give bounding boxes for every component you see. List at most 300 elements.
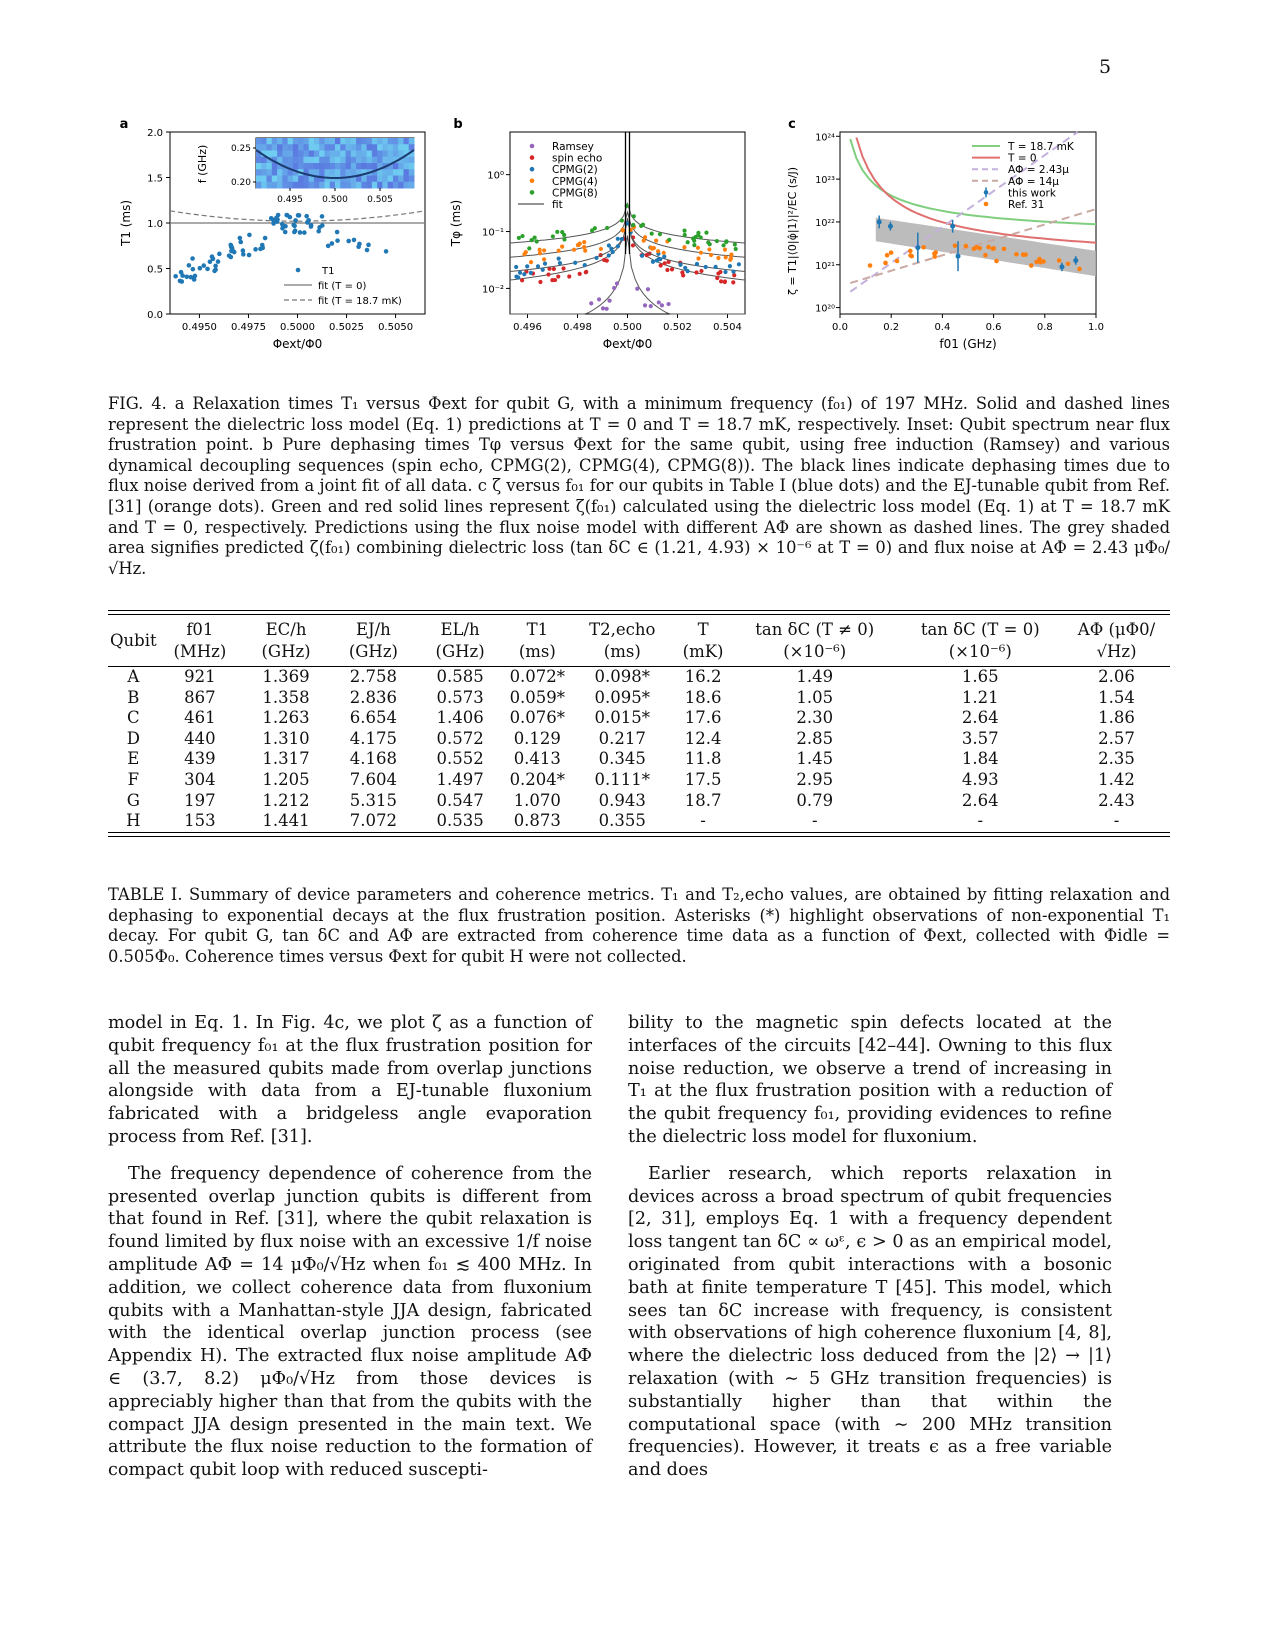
data-point-T1 <box>293 218 298 223</box>
table-cell: 0.413 <box>513 749 561 769</box>
data-point-Tphi <box>721 243 725 247</box>
data-point-Tphi <box>553 278 557 282</box>
data-point-Tphi <box>708 242 712 246</box>
data-point-T1 <box>191 267 196 272</box>
y-tick-label: 10⁻¹ <box>481 227 504 239</box>
inset-pixel <box>267 182 273 189</box>
legend-label: AΦ = 14μ <box>1008 175 1059 188</box>
inset-pixel <box>309 138 315 145</box>
inset-pixel <box>303 176 309 183</box>
x-tick-label: 0.8 <box>1036 322 1053 333</box>
inset-pixel <box>298 182 304 189</box>
y-tick-label: 1.5 <box>147 173 163 185</box>
inset-pixel <box>293 151 299 158</box>
inset-pixel <box>346 157 352 164</box>
table-cell: 1.84 <box>961 749 999 769</box>
inset-pixel <box>393 163 399 170</box>
data-point-T1 <box>365 248 370 253</box>
table-cell: 0.345 <box>598 749 646 769</box>
data-point-T1 <box>227 253 232 258</box>
inset-pixel <box>388 169 394 176</box>
data-point-T1 <box>208 259 213 264</box>
inset-pixel <box>330 144 336 151</box>
inset-pixel <box>340 144 346 151</box>
inset-pixel <box>351 169 357 176</box>
table-header-cell: Qubit <box>110 631 157 650</box>
data-point-T1 <box>306 218 311 223</box>
table-row <box>108 749 1170 770</box>
table-cell: 0.076* <box>509 708 566 728</box>
inset-pixel <box>393 169 399 176</box>
data-point-Tphi <box>640 254 644 258</box>
table-cell: 12.4 <box>684 728 722 748</box>
figure-4-plots <box>108 112 1170 382</box>
inset-pixel <box>288 176 294 183</box>
data-point-Tphi <box>686 240 690 244</box>
inset-pixel <box>409 163 415 170</box>
inset-pixel <box>256 138 262 145</box>
inset-pixel <box>267 144 273 151</box>
table-cell: 0.129 <box>513 728 561 748</box>
table-cell: 7.072 <box>349 811 398 831</box>
data-point-ref31 <box>932 251 937 256</box>
inset-pixel <box>409 169 415 176</box>
data-point-Tphi <box>667 238 671 242</box>
table-cell: 921 <box>184 667 216 686</box>
inset-pixel <box>261 182 267 189</box>
inset-pixel <box>298 176 304 183</box>
table-cell: 0.572 <box>436 728 484 748</box>
data-point-T1 <box>263 236 268 241</box>
data-point-T1 <box>217 252 222 257</box>
table-cell: C <box>127 708 140 728</box>
data-point-Tphi <box>651 260 655 264</box>
data-point-Tphi <box>650 232 654 236</box>
inset-pixel <box>282 144 288 151</box>
inset-pixel <box>293 138 299 145</box>
data-point-Tphi <box>718 270 722 274</box>
inset-pixel <box>314 157 320 164</box>
table-cell: D <box>126 728 140 748</box>
inset-pixel <box>288 151 294 158</box>
table-cell: 0.015* <box>594 708 651 728</box>
inset-pixel <box>330 157 336 164</box>
inset-pixel <box>382 151 388 158</box>
inset-pixel <box>377 157 383 164</box>
table-cell: 0.79 <box>796 790 834 810</box>
legend-marker <box>530 144 535 149</box>
data-point-Tphi <box>572 248 576 252</box>
data-point-Tphi <box>682 229 686 233</box>
inset-pixel <box>346 182 352 189</box>
data-point-Tphi <box>734 247 738 251</box>
inset-pixel <box>319 138 325 145</box>
table-cell: 0.355 <box>598 811 646 831</box>
inset-pixel <box>403 138 409 145</box>
data-point-T1 <box>316 229 321 234</box>
legend-marker <box>530 155 535 160</box>
data-point-T1 <box>357 242 362 247</box>
inset-pixel <box>293 176 299 183</box>
data-point-Tphi <box>699 269 703 273</box>
data-point-ref31 <box>986 245 991 250</box>
data-point-ref31 <box>895 259 900 264</box>
data-point-Tphi <box>643 303 647 307</box>
data-point-T1 <box>184 275 189 280</box>
inset-pixel <box>272 176 278 183</box>
data-point-T1 <box>276 213 281 218</box>
inset-pixel <box>267 176 273 183</box>
data-point-ref31 <box>868 263 873 268</box>
data-point-Tphi <box>641 223 645 227</box>
data-point-this-work <box>888 224 893 229</box>
data-point-Tphi <box>696 231 700 235</box>
data-point-Tphi <box>678 263 682 267</box>
inset-pixel <box>309 182 315 189</box>
inset-pixel <box>393 182 399 189</box>
inset-pixel <box>403 157 409 164</box>
inset-pixel <box>330 151 336 158</box>
inset-pixel <box>256 176 262 183</box>
table-cell: 2.64 <box>961 708 999 728</box>
inset-pixel <box>303 151 309 158</box>
data-point-Tphi <box>649 304 653 308</box>
data-point-ref31 <box>908 249 913 254</box>
data-point-Tphi <box>709 253 713 257</box>
inset-pixel <box>298 151 304 158</box>
inset-pixel <box>288 182 294 189</box>
legend-label: CPMG(2) <box>552 164 598 177</box>
data-point-Tphi <box>578 272 582 276</box>
data-point-Tphi <box>631 243 635 247</box>
data-point-Tphi <box>723 279 727 283</box>
inset-pixel <box>403 176 409 183</box>
inset-pixel <box>335 138 341 145</box>
panel-b-xlabel: Φext/Φ0 <box>602 337 653 351</box>
data-point-Tphi <box>692 239 696 243</box>
inset-pixel <box>293 144 299 151</box>
data-point-T1 <box>247 253 252 258</box>
inset-pixel <box>351 138 357 145</box>
inset-pixel <box>335 163 341 170</box>
data-point-Tphi <box>597 297 601 301</box>
inset-pixel <box>398 138 404 145</box>
y-tick-label: 10²³ <box>815 175 835 187</box>
data-point-Tphi <box>551 234 555 238</box>
data-point-Tphi <box>561 266 565 270</box>
inset-pixel <box>346 163 352 170</box>
table-cell: 1.42 <box>1098 769 1135 789</box>
data-point-ref31 <box>1023 252 1028 257</box>
data-point-Tphi <box>616 244 620 248</box>
table-cell: 1.45 <box>796 749 834 769</box>
inset-pixel <box>256 157 262 164</box>
data-point-ref31 <box>991 246 996 251</box>
data-point-Tphi <box>696 246 700 250</box>
figure-4 <box>108 112 1170 382</box>
legend-label-fit-T0: fit (T = 0) <box>318 281 367 292</box>
inset-pixel <box>282 151 288 158</box>
y-tick-label: 10⁻² <box>481 284 504 296</box>
inset-pixel <box>314 169 320 176</box>
data-point-Tphi <box>529 260 533 264</box>
data-point-this-work <box>956 254 961 259</box>
legend-label: CPMG(8) <box>552 187 598 200</box>
y-tick-label: 0.0 <box>147 310 163 321</box>
data-point-Tphi <box>656 249 660 253</box>
inset-pixel <box>351 157 357 164</box>
data-point-Tphi <box>699 251 703 255</box>
data-point-ref31 <box>1014 252 1019 257</box>
data-point-T1 <box>210 254 215 259</box>
inset-pixel <box>403 169 409 176</box>
table-cell: 1.54 <box>1098 687 1135 707</box>
table-cell: H <box>126 811 141 831</box>
data-point-ref31 <box>1077 267 1082 272</box>
data-point-Tphi <box>680 270 684 274</box>
legend-label: AΦ = 2.43μ <box>1008 164 1069 177</box>
inset-pixel <box>356 138 362 145</box>
table-cell: 1.070 <box>513 790 561 810</box>
table-header-cell: T (mK) <box>682 620 724 661</box>
legend-marker <box>984 190 989 195</box>
data-point-Tphi <box>546 272 550 276</box>
figure-caption: FIG. 4. a Relaxation times T₁ versus Φext for qubit G, with a minimum frequency (f₀₁) of 197 MHz. Solid and dashed lines represent the dielectric loss model (Eq. 1) predictions at T = 0 and T = 18.7 mK, respectively. Inset: Qubit spectrum near flux frustration point. b Pure dephasing times Tφ versus Φext for the same qubit, using free induction (Ramsey) and various dynamical decoupling sequences (spin echo, CPMG(2), CPMG(4), CPMG(8)). The black lines indicate dephasing times due to flux noise derived from a joint fit of all data. c ζ versus f₀₁ for our qubits in Table I (blue dots) and the EJ-tunable qubit from Ref. [31] (orange dots). Green and red solid lines represent ζ(f₀₁) calculated using the dielectric loss model (Eq. 1) at T = 18.7 mK and T = 0, respectively. Predictions using the flux noise model with different AΦ are shown as dashed lines. The grey shaded area signifies predicted ζ(f₀₁) combining dielectric loss (tan δC ∈ (1.21, 4.93) × 10⁻⁶ at T = 0) and flux noise at AΦ = 2.43 μΦ₀/√Hz. <box>108 394 1170 578</box>
inset-pixel <box>346 169 352 176</box>
inset-pixel <box>277 176 283 183</box>
data-point-Tphi <box>518 271 522 275</box>
inset-pixel <box>298 138 304 145</box>
inset-pixel <box>361 151 367 158</box>
inset-pixel <box>335 144 341 151</box>
inset-pixel <box>319 151 325 158</box>
inset-pixel <box>346 138 352 145</box>
inset-pixel <box>356 151 362 158</box>
table-header-cell: EJ/h (GHz) <box>348 620 398 661</box>
inset-pixel <box>388 151 394 158</box>
table-cell: 4.175 <box>349 728 398 748</box>
table-header-cell: EL/h (GHz) <box>435 620 485 661</box>
x-tick-label: 0.5050 <box>378 322 414 333</box>
legend-label: Ramsey <box>552 141 594 153</box>
data-point-T1 <box>320 223 325 228</box>
inset-pixel <box>372 144 378 151</box>
data-point-T1 <box>198 266 203 271</box>
data-point-ref31 <box>953 243 958 248</box>
table-cell: 153 <box>184 811 216 831</box>
table-cell: A <box>127 667 140 686</box>
data-point-Tphi <box>560 245 564 249</box>
table-cell: 2.85 <box>796 728 834 748</box>
data-point-Tphi <box>562 233 566 237</box>
table-cell: 1.86 <box>1098 708 1135 728</box>
data-point-Tphi <box>542 257 546 261</box>
inset-pixel <box>340 157 346 164</box>
inset-pixel <box>319 163 325 170</box>
inset-pixel <box>267 163 273 170</box>
data-point-T1 <box>269 216 274 221</box>
inset-pixel <box>335 182 341 189</box>
table-body <box>108 667 1170 832</box>
table-cell: 2.95 <box>796 769 834 789</box>
table-cell: 440 <box>184 728 216 748</box>
inset-pixel <box>282 138 288 145</box>
data-point-ref31 <box>1041 259 1046 264</box>
panel-c-label: c <box>788 117 796 132</box>
inset-pixel <box>256 169 262 176</box>
data-point-Tphi <box>582 240 586 244</box>
data-point-Tphi <box>576 243 580 247</box>
data-point-Tphi <box>683 233 687 237</box>
x-tick-label: 0.500 <box>613 322 642 333</box>
data-point-T1 <box>366 243 371 248</box>
inset-pixel <box>303 182 309 189</box>
table-row <box>108 688 1170 709</box>
data-point-Tphi <box>662 254 666 258</box>
table-cell: 0.585 <box>436 667 484 686</box>
data-point-Tphi <box>714 265 718 269</box>
table-cell: 7.604 <box>349 769 398 789</box>
data-point-Tphi <box>520 278 524 282</box>
table-cell: 0.072* <box>509 667 566 686</box>
data-point-Tphi <box>715 239 719 243</box>
data-point-Tphi <box>616 237 620 241</box>
inset-pixel <box>324 163 330 170</box>
data-point-Tphi <box>662 251 666 255</box>
panel-a-xlabel: Φext/Φ0 <box>272 337 323 351</box>
data-point-T1 <box>260 246 265 251</box>
data-point-Tphi <box>724 255 728 259</box>
table-cell: 197 <box>184 790 216 810</box>
data-point-Tphi <box>589 301 593 305</box>
data-point-Tphi <box>557 257 561 261</box>
x-tick-label: 0.4975 <box>230 322 266 333</box>
inset-pixel <box>267 169 273 176</box>
inset-pixel <box>393 138 399 145</box>
data-point-Tphi <box>666 302 670 306</box>
inset-pixel <box>388 182 394 189</box>
inset-pixel <box>309 151 315 158</box>
data-point-Tphi <box>607 243 611 247</box>
table-header-row <box>108 615 1170 667</box>
data-point-ref31 <box>889 250 894 255</box>
inset-pixel <box>388 138 394 145</box>
legend-marker <box>530 179 535 184</box>
data-point-Tphi <box>524 250 528 254</box>
table-cell: 5.315 <box>349 790 398 810</box>
table-cell: 2.758 <box>349 667 398 686</box>
data-point-Tphi <box>615 281 619 285</box>
inset-pixel <box>282 169 288 176</box>
inset-pixel <box>388 176 394 183</box>
legend-label: this work <box>1008 187 1056 200</box>
table-cell: 2.06 <box>1098 667 1135 686</box>
data-point-T1 <box>296 213 301 218</box>
data-point-ref31 <box>994 259 999 264</box>
inset-pixel <box>261 138 267 145</box>
x-tick-label: 0.498 <box>563 322 592 333</box>
data-point-Tphi <box>695 262 699 266</box>
inset-pixel <box>319 157 325 164</box>
data-point-T1 <box>283 230 288 235</box>
inset-pixel <box>309 157 315 164</box>
y-tick-label: 10⁰ <box>487 170 504 182</box>
data-point-T1 <box>216 259 221 264</box>
x-tick-label: 0.5000 <box>280 322 315 333</box>
data-point-Tphi <box>642 239 646 243</box>
inset-pixel <box>293 157 299 164</box>
inset-pixel <box>298 163 304 170</box>
data-point-this-work <box>877 219 882 224</box>
data-point-Tphi <box>520 234 524 238</box>
data-point-T1 <box>326 244 331 249</box>
inset-pixel <box>382 157 388 164</box>
table-cell: 0.059* <box>509 687 566 707</box>
inset-pixel <box>282 182 288 189</box>
table-cell: 0.204* <box>509 769 566 789</box>
inset-ylabel: f (GHz) <box>196 144 209 184</box>
data-point-T1 <box>190 256 195 261</box>
table-cell: 2.836 <box>349 687 398 707</box>
inset-pixel <box>372 138 378 145</box>
data-point-Tphi <box>716 256 720 260</box>
inset-pixel <box>351 151 357 158</box>
data-point-Tphi <box>536 264 540 268</box>
data-point-Tphi <box>556 274 560 278</box>
inset-pixel <box>319 169 325 176</box>
inset-pixel <box>356 144 362 151</box>
table-cell: 0.573 <box>436 687 484 707</box>
inset-pixel <box>314 182 320 189</box>
data-point-Tphi <box>620 237 624 241</box>
x-tick-label: 1.0 <box>1088 322 1104 333</box>
table-cell: 0.873 <box>513 811 561 831</box>
data-point-Tphi <box>541 268 545 272</box>
data-point-T1 <box>247 233 252 238</box>
data-point-Tphi <box>704 265 708 269</box>
data-point-Tphi <box>605 226 609 230</box>
inset-pixel <box>409 182 415 189</box>
curve-Aphi-2.43 <box>850 132 1077 292</box>
inset-pixel <box>372 157 378 164</box>
data-point-Tphi <box>731 280 735 284</box>
data-point-ref31 <box>883 261 888 266</box>
x-tick-label: 0.4 <box>934 322 951 333</box>
inset-pixel <box>356 163 362 170</box>
inset-pixel <box>330 182 336 189</box>
data-point-Tphi <box>728 258 732 262</box>
data-point-this-work <box>950 224 955 229</box>
data-point-T1 <box>302 230 307 235</box>
inset-pixel <box>314 163 320 170</box>
inset-pixel <box>324 182 330 189</box>
data-point-Tphi <box>632 214 636 218</box>
inset-pixel <box>377 151 383 158</box>
data-point-T1 <box>346 239 351 244</box>
legend-label: fit <box>552 199 563 211</box>
data-point-Tphi <box>517 236 521 240</box>
inset-pixel <box>367 138 373 145</box>
data-point-T1 <box>304 214 309 219</box>
legend-marker <box>530 190 535 195</box>
inset-pixel <box>319 182 325 189</box>
data-point-Tphi <box>682 245 686 249</box>
inset-pixel <box>351 144 357 151</box>
inset-pixel <box>361 176 367 183</box>
data-point-ref31 <box>964 244 969 249</box>
y-tick-label: 2.0 <box>147 128 163 139</box>
x-tick-label: 0.4950 <box>181 322 217 333</box>
